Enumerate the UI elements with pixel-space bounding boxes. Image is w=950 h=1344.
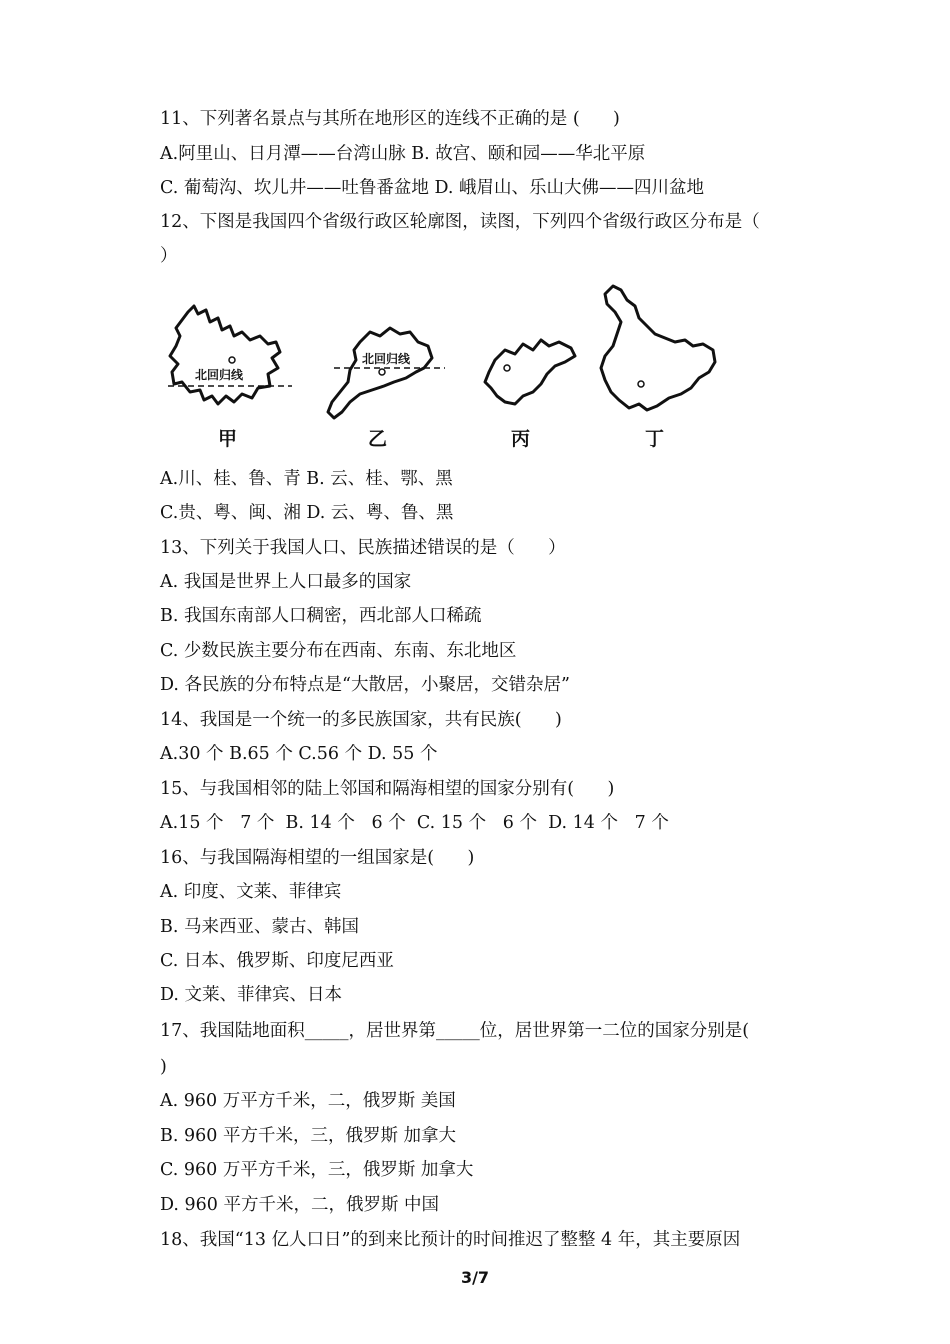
- q16-option-d: D. 文莱、菲律宾、日本: [160, 985, 343, 1005]
- q16-option-c: C. 日本、俄罗斯、印度尼西亚: [160, 951, 394, 971]
- q12-options-ab: A.川、桂、鲁、青 B. 云、桂、鄂、黑: [160, 469, 453, 489]
- map-yunnan: [160, 300, 295, 450]
- q13-stem: 13、下列关于我国人口、民族描述错误的是（ ）: [160, 538, 566, 558]
- q13-option-b: B. 我国东南部人口稠密，西北部人口稀疏: [160, 606, 482, 626]
- label-bing: 丙: [511, 428, 531, 450]
- q14-options: A.30 个 B.65 个 C.56 个 D. 55 个: [160, 744, 438, 764]
- map-heilongjiang: [595, 280, 725, 450]
- q18-stem: 18、我国“13 亿人口日”的到来比预计的时间推迟了整整 4 年，其主要原因: [160, 1230, 741, 1250]
- q11-stem: 11、下列著名景点与其所在地形区的连线不正确的是 ( ): [160, 109, 620, 129]
- q16-stem: 16、与我国隔海相望的一组国家是( ): [160, 848, 475, 868]
- label-ding: 丁: [645, 428, 665, 450]
- q15-stem: 15、与我国相邻的陆上邻国和隔海相望的国家分别有( ): [160, 779, 615, 799]
- q11-options-ab: A.阿里山、日月潭——台湾山脉 B. 故宫、颐和园——华北平原: [160, 144, 646, 164]
- tropic-label-jia: 北回归线: [195, 368, 244, 382]
- q17-option-a: A. 960 万平方千米，二，俄罗斯 美国: [160, 1091, 456, 1111]
- province-outline-figure: [160, 280, 760, 450]
- q17-stem-line2: ): [160, 1057, 167, 1077]
- label-yi: 乙: [368, 428, 388, 450]
- q14-stem: 14、我国是一个统一的多民族国家，共有民族( ): [160, 710, 562, 730]
- map-shandong: [475, 330, 585, 450]
- q12-stem-line2: ）: [160, 246, 178, 266]
- q17-option-d: D. 960 平方千米，二，俄罗斯 中国: [160, 1195, 440, 1215]
- q15-options: A.15 个 7 个 B. 14 个 6 个 C. 15 个 6 个 D. 14 个 7 个: [160, 813, 669, 833]
- q17-option-b: B. 960 平方千米，三，俄罗斯 加拿大: [160, 1126, 457, 1146]
- map-guangdong: [320, 320, 445, 450]
- q13-option-d: D. 各民族的分布特点是“大散居，小聚居，交错杂居”: [160, 675, 570, 695]
- q17-option-c: C. 960 万平方千米，三，俄罗斯 加拿大: [160, 1160, 474, 1180]
- q13-option-a: A. 我国是世界上人口最多的国家: [160, 572, 412, 592]
- q11-options-cd: C. 葡萄沟、坎儿井——吐鲁番盆地 D. 峨眉山、乐山大佛——四川盆地: [160, 178, 704, 198]
- q12-options-cd: C.贵、粤、闽、湘 D. 云、粤、鲁、黑: [160, 503, 454, 523]
- q13-option-c: C. 少数民族主要分布在西南、东南、东北地区: [160, 641, 517, 661]
- q12-stem-line1: 12、下图是我国四个省级行政区轮廓图，读图，下列四个省级行政区分布是（: [160, 212, 760, 232]
- q16-option-a: A. 印度、文莱、菲律宾: [160, 882, 342, 902]
- tropic-label-yi: 北回归线: [362, 352, 411, 366]
- page-number: 3/7: [460, 1268, 490, 1287]
- label-jia: 甲: [218, 428, 238, 450]
- q17-stem-line1: 17、我国陆地面积_____，居世界第_____位，居世界第一二位的国家分别是(: [160, 1021, 750, 1041]
- q16-option-b: B. 马来西亚、蒙古、韩国: [160, 917, 359, 937]
